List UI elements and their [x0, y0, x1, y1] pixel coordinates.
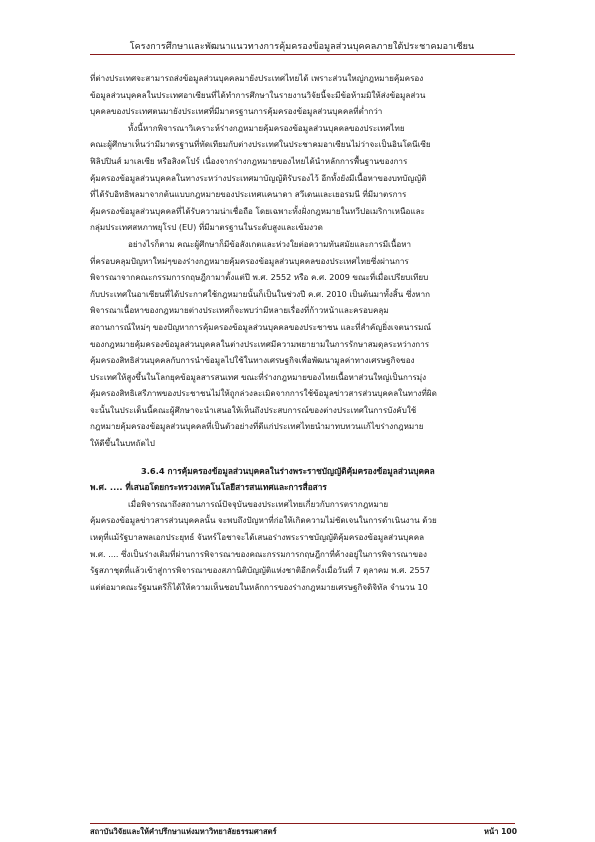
section-heading: [90, 463, 520, 496]
section-heading-line: พ.ศ. .... ที่เสนอโดยกระทรวงเทคโนโลยีสารสนเทศและการสื่อสาร: [90, 482, 327, 493]
text-line: รัฐสภาชุดที่แล้วเข้าสู่การพิจารณาของสภานิติบัญญัติแห่งชาติอีกครั้งเมื่อวันที่ 7 ตุลาคม พ.ศ. 2557: [90, 565, 430, 576]
text-line: กลุ่มประเทศสหภาพยุโรป (EU) ที่มีมาตรฐานในระดับสูงและเข้มงวด: [90, 222, 323, 233]
text-line: พิจารณาเนื้อหาของกฎหมายต่างประเทศก็จะพบว่ามีหลายเรื่องที่ก้าวหน้าและครอบคลุม: [90, 305, 389, 316]
text-line: บุคคลของประเทศตนมายังประเทศที่มีมาตรฐานการคุ้มครองข้อมูลส่วนบุคคลที่ต่ำกว่า: [90, 106, 383, 117]
text-line: อย่างไรก็ตาม คณะผู้ศึกษาก็มีข้อสังเกตและห่วงใยต่อความทันสมัยและการมีเนื้อหา: [128, 238, 412, 249]
text-line: ให้ดีขึ้นในบทถัดไป: [90, 438, 155, 449]
text-line: ประเทศให้สูงขึ้นในโลกยุคข้อมูลสารสนเทศ ขณะที่ร่างกฎหมายของไทยเนื้อหาส่วนใหญ่เป็นการมุ่ง: [90, 371, 427, 382]
text-line: กับประเทศในอาเซียนที่ได้ประกาศใช้กฎหมายนั้นก็เป็นในช่วงปี ค.ศ. 2010 เป็นต้นมาทั้งสิ้น ซึ่งหาก: [90, 288, 431, 299]
paragraph-2: [90, 120, 520, 236]
text-line: ที่ต่างประเทศจะสามารถส่งข้อมูลส่วนบุคคลมายังประเทศไทยได้ เพราะส่วนใหญ่กฎหมายคุ้มครอง: [90, 73, 424, 83]
text-line: แต่ต่อมาคณะรัฐมนตรีก็ได้ให้ความเห็นชอบในหลักการของร่างกฎหมายเศรษฐกิจดิจิทัล จำนวน 10: [90, 581, 428, 592]
text-line: สถานการณ์ใหม่ๆ ของปัญหาการคุ้มครองข้อมูลส่วนบุคคลของประชาชน และที่สำคัญยิ่งเจตนารมณ์: [90, 321, 431, 332]
text-line: กฎหมายคุ้มครองข้อมูลส่วนบุคคลที่เป็นตัวอย่างที่ดีแก่ประเทศไทยนำมาทบทวนแก้ไขร่างกฎหมาย: [90, 421, 424, 432]
text-line: คุ้มครองข้อมูลข่าวสารส่วนบุคคลนั้น จะพบถึงปัญหาที่ก่อให้เกิดความไม่ชัดเจนในการดำเนินงาน ด้วย: [90, 515, 437, 526]
paragraph-1: [90, 70, 520, 120]
footer-rule: [90, 823, 515, 824]
text-line: ทั้งนี้หากพิจารณาวิเคราะห์ร่างกฎหมายคุ้มครองข้อมูลส่วนบุคคลของประเทศไทย: [128, 122, 405, 133]
section-spacer: [90, 452, 520, 463]
text-line: พ.ศ. .... ซึ่งเป็นร่างเดิมที่ผ่านการพิจารณาของคณะกรรมการกฤษฎีกาที่ค้างอยู่ในการพิจารณาของ: [90, 548, 427, 559]
text-line: ข้อมูลส่วนบุคคลในประเทศอาเซียนที่ได้ทำการศึกษาในรายงานวิจัยนี้จะมีข้อห้ามมิให้ส่งข้อมูลส่วน: [90, 89, 426, 100]
section-heading-line: 3.6.4 การคุ้มครองข้อมูลส่วนบุคคลในร่างพระราชบัญญัติคุ้มครองข้อมูลส่วนบุคคล: [141, 465, 435, 476]
paragraph-4: [90, 496, 520, 596]
text-line: ที่ครอบคลุมปัญหาใหม่ๆของร่างกฎหมายคุ้มครองข้อมูลส่วนบุคคลของประเทศไทยซึ่งผ่านการ: [90, 255, 409, 266]
text-line: คุ้มครองข้อมูลส่วนบุคคลที่ได้รับความน่าเชื่อถือ โดยเฉพาะทั้งฝั่งกฎหมายในทวีปอเมริกาเหนือและ: [90, 205, 425, 216]
text-line: เมื่อพิจารณาถึงสถานการณ์ปัจจุบันของประเทศไทยเกี่ยวกับการตรากฎหมาย: [128, 498, 389, 509]
paragraph-3: [90, 236, 520, 452]
text-line: เหตุที่แม้รัฐบาลพลเอกประยุทธ์ จันทร์โอชาจะได้เสนอร่างพระราชบัญญัติคุ้มครองข้อมูลส่วนบุคคล: [90, 532, 425, 543]
text-line: จะนั้นในประเด็นนี้คณะผู้ศึกษาจะนำเสนอให้เห็นถึงประสบการณ์ของต่างประเทศในการบังคับใช้: [90, 404, 417, 415]
text-line: คณะผู้ศึกษาเห็นว่ามีมาตรฐานที่ทัดเทียมกับต่างประเทศในประชาคมอาเซียนไม่ว่าจะเป็นอินโดนีเซีย: [90, 139, 431, 150]
header-rule: [90, 54, 515, 55]
text-line: ที่ได้รับอิทธิพลมาจากต้นแบบกฎหมายของประเทศแคนาดา สวีเดนและเยอรมนี ที่มีมาตรการ: [90, 189, 407, 200]
running-header: โครงการศึกษาและพัฒนาแนวทางการคุ้มครองข้อมูลส่วนบุคคลภายใต้ประชาคมอาเซียน: [129, 42, 475, 52]
text-line: ของกฎหมายคุ้มครองข้อมูลส่วนบุคคลในต่างประเทศมีความพยายามในการรักษาสมดุลระหว่างการ: [90, 338, 430, 349]
text-line: คุ้มครองสิทธิเสรีภาพของประชาชนไม่ให้ถูกล่วงละเมิดจากการใช้ข้อมูลข่าวสารส่วนบุคคลในทางที่ผิด: [90, 388, 437, 399]
text-line: คุ้มครองสิทธิส่วนบุคคลกับการนำข้อมูลไปใช้ในทางเศรษฐกิจเพื่อพัฒนามูลค่าทางเศรษฐกิจของ: [90, 355, 415, 366]
footer-institution: สถาบันวิจัยและให้คำปรึกษาแห่งมหาวิทยาลัยธรรมศาสตร์: [90, 827, 277, 836]
document-body: [90, 70, 520, 595]
text-line: ฟิลิปปินส์ มาเลเซีย หรือสิงคโปร์ เนื่องจากร่างกฎหมายของไทยได้นำหลักการพื้นฐานของการ: [90, 155, 408, 166]
text-line: พิจารณาจากคณะกรรมการกฤษฎีกามาตั้งแต่ปี พ.ศ. 2552 หรือ ค.ศ. 2009 ขณะที่เมื่อเปรียบเทียบ: [90, 272, 429, 283]
page-number: หน้า 100: [484, 827, 517, 836]
text-line: คุ้มครองข้อมูลส่วนบุคคลในทางระหว่างประเทศมาบัญญัติรับรองไว้ อีกทั้งยังมีเนื้อหาของบทบัญญัติ: [90, 172, 427, 183]
